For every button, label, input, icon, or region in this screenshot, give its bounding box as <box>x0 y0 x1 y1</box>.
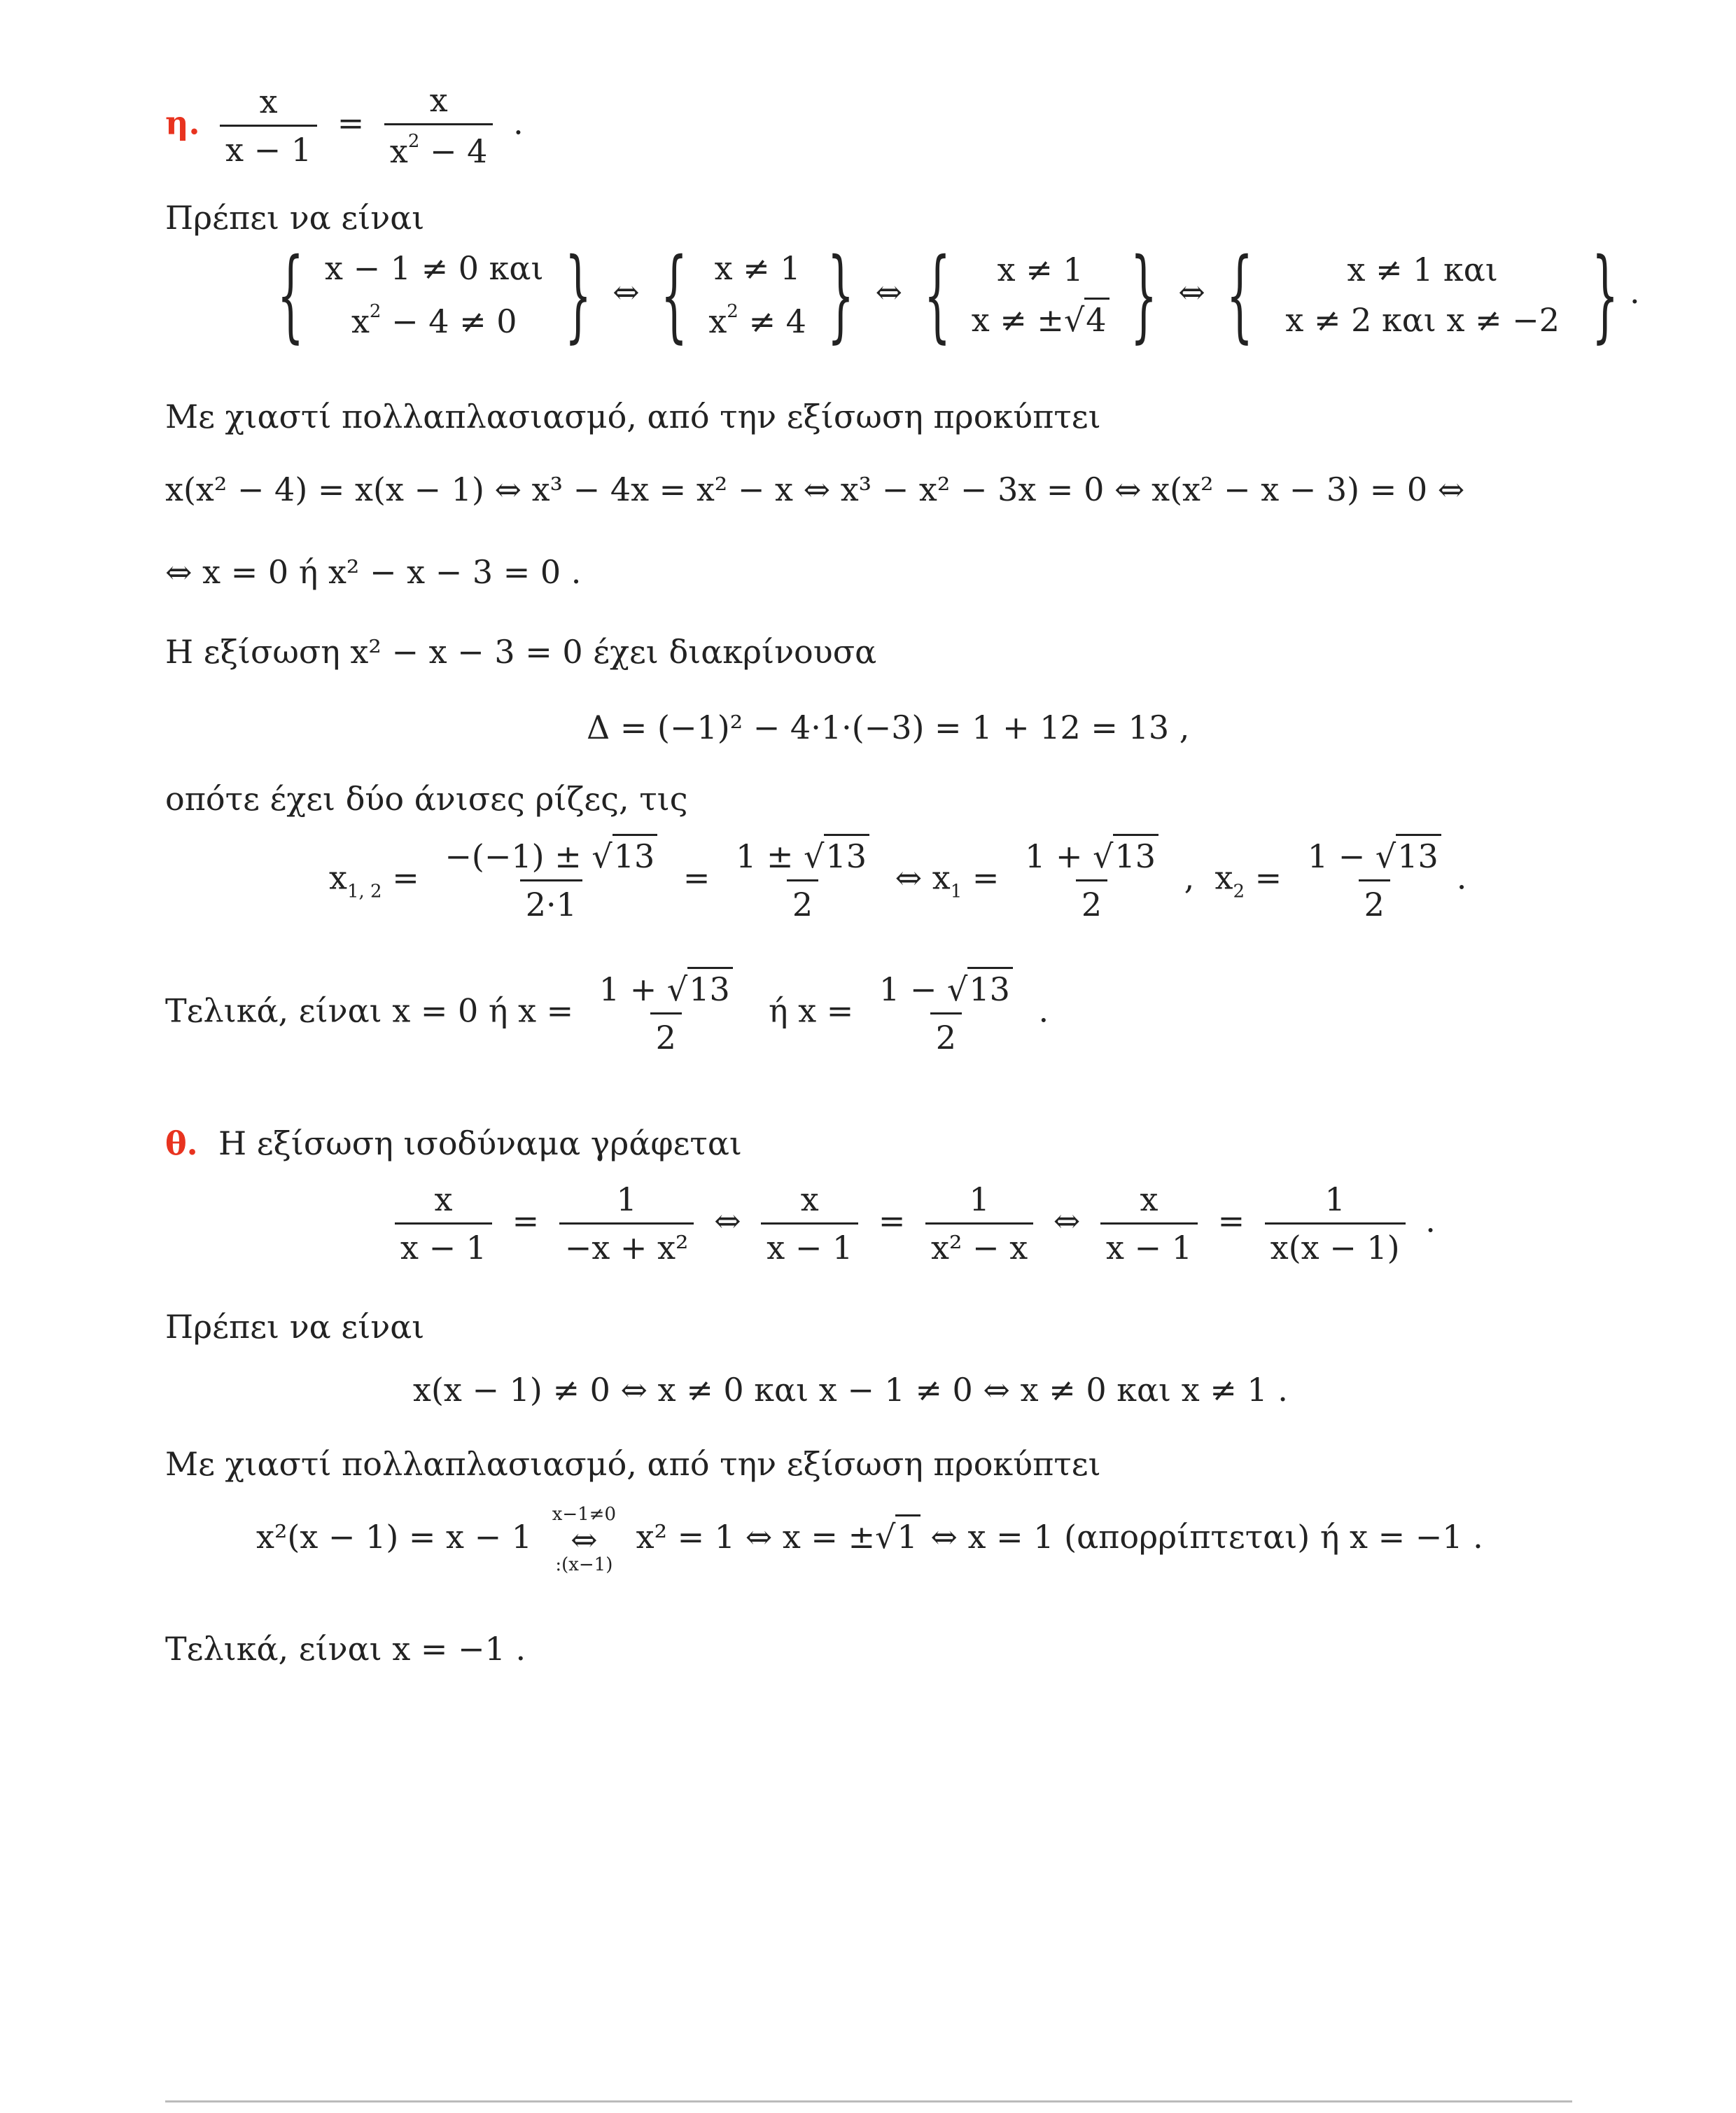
final-fraction-1: $\frac{1 + √13}{2}$ <box>594 973 738 1054</box>
eta-fraction-right: $\frac{x}{x^2 - 4}$ <box>384 84 493 167</box>
root-fraction-1: $\frac{-(-1) \pm √13}{2\cdot 1}$ <box>439 840 663 921</box>
paragraph-cross-mult-2: Με χιαστί πολλαπλασιασμό, από την εξίσωση προκύπτει <box>165 1445 1101 1483</box>
iff-with-condition: x−1≠0 ⇔ :(x−1) <box>552 1504 617 1575</box>
paragraph-roots: οπότε έχει δύο άνισες ρίζες, τις <box>165 780 688 818</box>
system-2: x ≠ 1 $x^2 \ne 4$ <box>708 249 806 340</box>
equation-solutions: ⇔ x = 0 ή x² − x − 3 = 0 . <box>165 553 582 591</box>
eta-fraction-left: $\frac{x}{x - 1}$ <box>220 85 317 166</box>
final-fraction-2: $\frac{1 - √13}{2}$ <box>874 973 1018 1054</box>
footer-divider <box>165 2100 1572 2102</box>
paragraph-must-be-2: Πρέπει να είναι <box>165 1308 425 1346</box>
paragraph-discriminant: Η εξίσωση x² − x − 3 = 0 έχει διακρίνουσα <box>165 633 877 671</box>
system-3: x ≠ 1 x ≠ ±√4 <box>962 253 1119 336</box>
discriminant-value: Δ = (−1)² − 4·1·(−3) = 1 + 12 = 13 , <box>587 709 1190 746</box>
root-fraction-x2: $\frac{1 - √13}{2}$ <box>1302 840 1447 921</box>
roots-equation: $x_{1, 2}$ = $\frac{-(-1) \pm √13}{2\cdot 1}$ = $\frac{1 \pm √13}{2}$ ⇔ $x_1$ = $\frac{1 + √13}{2}$ , $x_2$ = $\frac{1 - √13}{2}$ . <box>329 840 1466 921</box>
root-fraction-2: $\frac{1 \pm √13}{2}$ <box>730 840 875 921</box>
condition-system: { x − 1 ≠ 0 και $x^2 - 4 \ne 0$ } ⇔ { x ≠ 1 $x^2 \ne 4$ } ⇔ { x ≠ 1 x ≠ ±√4 } ⇔ { x ≠ 1 και x ≠ 2 και x ≠ −2 } . <box>276 236 1640 354</box>
theta-label: θ. <box>165 1124 198 1162</box>
final-answer-eta: Τελικά, είναι x = 0 ή x = $\frac{1 + √13}{2}$ ή x = $\frac{1 - √13}{2}$ . <box>165 973 1049 1054</box>
eta-label: η. <box>165 104 200 142</box>
paragraph-must-be-1: Πρέπει να είναι <box>165 199 425 237</box>
root-fraction-x1: $\frac{1 + √13}{2}$ <box>1019 840 1164 921</box>
theta-solution: x²(x − 1) = x − 1 x−1≠0 ⇔ :(x−1) x² = 1 ⇔ x = ±√1 ⇔ x = 1 (απορρίπτεται) ή x = −1 . <box>256 1504 1483 1575</box>
theta-heading: θ. Η εξίσωση ισοδύναμα γράφεται <box>165 1124 742 1162</box>
system-4: x ≠ 1 και x ≠ 2 και x ≠ −2 <box>1285 251 1560 339</box>
theta-conditions: x(x − 1) ≠ 0 ⇔ x ≠ 0 και x − 1 ≠ 0 ⇔ x ≠ 0 και x ≠ 1 . <box>413 1371 1288 1409</box>
equation-expansion: x(x² − 4) = x(x − 1) ⇔ x³ − 4x = x² − x ⇔ x³ − x² − 3x = 0 ⇔ x(x² − x − 3) = 0 ⇔ <box>165 470 1465 508</box>
final-answer-theta: Τελικά, είναι x = −1 . <box>165 1630 526 1668</box>
system-1: x − 1 ≠ 0 και $x^2 - 4 \ne 0$ <box>325 249 544 340</box>
paragraph-cross-mult-1: Με χιαστί πολλαπλασιασμό, από την εξίσωση προκύπτει <box>165 398 1101 435</box>
theta-equation: $\frac{x}{x - 1}$ = $\frac{1}{\text{−x + x²}}$ ⇔ $\frac{x}{x - 1}$ = $\frac{1}{\text{x² − x}}$ ⇔ $\frac{x}{x - 1}$ = $\frac{1}{x(x - 1)}$ . <box>385 1183 1436 1264</box>
eta-equation: η. $\frac{x}{x - 1}$ = $\frac{x}{x^2 - 4}$ . <box>165 81 524 170</box>
